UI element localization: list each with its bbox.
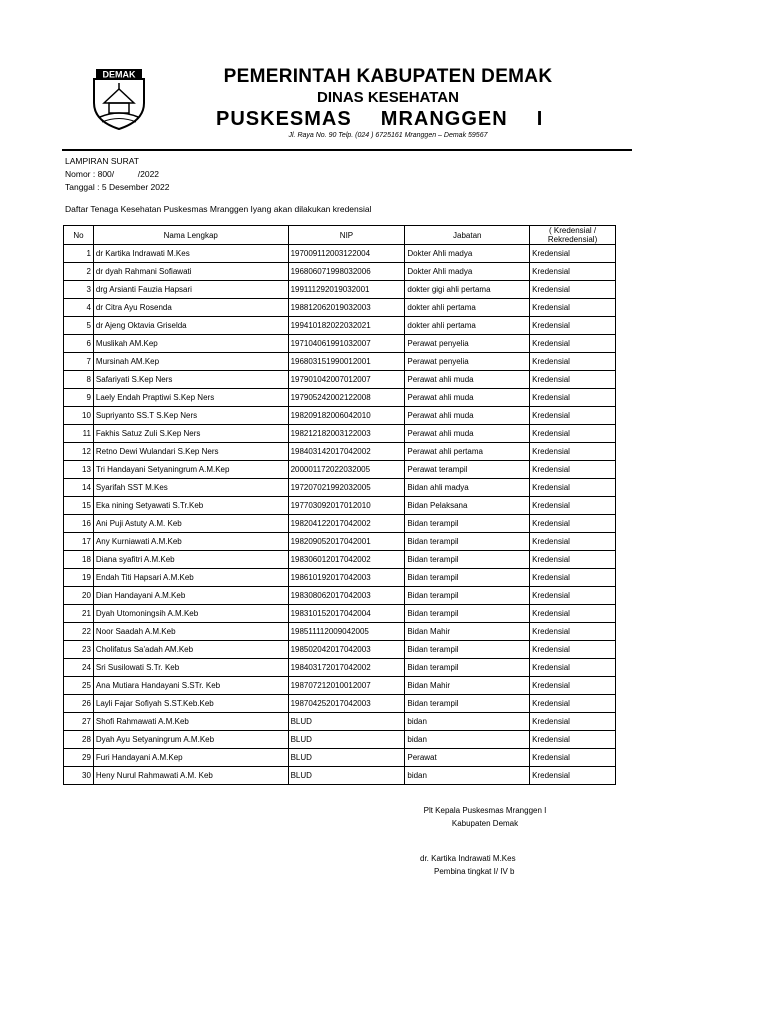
cell-nip: 198212182003122003 bbox=[288, 425, 405, 443]
cell-nip: 197901042007012007 bbox=[288, 371, 405, 389]
table-row bbox=[64, 281, 616, 299]
table-row bbox=[64, 245, 616, 263]
cell-position: Perawat ahli muda bbox=[405, 425, 530, 443]
cell-nip: 198403142017042002 bbox=[288, 443, 405, 461]
table-row bbox=[64, 335, 616, 353]
table-row bbox=[64, 389, 616, 407]
cell-credential: Kredensial bbox=[530, 479, 616, 497]
cell-credential: Kredensial bbox=[530, 389, 616, 407]
cell-name: Ana Mutiara Handayani S.STr. Keb bbox=[93, 677, 288, 695]
cell-name: Ani Puji Astuty A.M. Keb bbox=[93, 515, 288, 533]
cell-name: Diana syafitri A.M.Keb bbox=[93, 551, 288, 569]
cell-credential: Kredensial bbox=[530, 551, 616, 569]
table-row bbox=[64, 695, 616, 713]
cell-no: 17 bbox=[64, 533, 94, 551]
cell-name: Retno Dewi Wulandari S.Kep Ners bbox=[93, 443, 288, 461]
signature-region: Kabupaten Demak bbox=[451, 819, 519, 828]
col-header-credential-line2: Rekredensial) bbox=[547, 235, 598, 244]
table-row bbox=[64, 533, 616, 551]
cell-no: 22 bbox=[64, 623, 94, 641]
cell-position: bidan bbox=[405, 731, 530, 749]
cell-position: Perawat ahli muda bbox=[405, 371, 530, 389]
cell-no: 13 bbox=[64, 461, 94, 479]
table-row bbox=[64, 713, 616, 731]
table-row bbox=[64, 659, 616, 677]
table-row bbox=[64, 551, 616, 569]
cell-no: 26 bbox=[64, 695, 94, 713]
cell-name: Noor Saadah A.M.Keb bbox=[93, 623, 288, 641]
cell-nip: BLUD bbox=[288, 731, 405, 749]
cell-nip: BLUD bbox=[288, 749, 405, 767]
cell-no: 16 bbox=[64, 515, 94, 533]
cell-name: Any Kurniawati A.M.Keb bbox=[93, 533, 288, 551]
cell-nip: 197207021992032005 bbox=[288, 479, 405, 497]
cell-credential: Kredensial bbox=[530, 299, 616, 317]
cell-nip: 198610192017042003 bbox=[288, 569, 405, 587]
col-header-name: Nama Lengkap bbox=[93, 226, 288, 245]
cell-no: 6 bbox=[64, 335, 94, 353]
cell-credential: Kredensial bbox=[530, 713, 616, 731]
cell-nip: 198306012017042002 bbox=[288, 551, 405, 569]
cell-position: Perawat bbox=[405, 749, 530, 767]
col-header-position: Jabatan bbox=[405, 226, 530, 245]
cell-nip: 198403172017042002 bbox=[288, 659, 405, 677]
cell-credential: Kredensial bbox=[530, 659, 616, 677]
cell-name: Supriyanto SS.T S.Kep Ners bbox=[93, 407, 288, 425]
cell-name: Shofi Rahmawati A.M.Keb bbox=[93, 713, 288, 731]
cell-no: 21 bbox=[64, 605, 94, 623]
cell-name: Laely Endah Praptiwi S.Kep Ners bbox=[93, 389, 288, 407]
table-row bbox=[64, 677, 616, 695]
cell-name: Layli Fajar Sofiyah S.ST.Keb.Keb bbox=[93, 695, 288, 713]
cell-nip: 199111292019032001 bbox=[288, 281, 405, 299]
cell-no: 30 bbox=[64, 767, 94, 785]
cell-no: 27 bbox=[64, 713, 94, 731]
cell-nip: 197104061991032007 bbox=[288, 335, 405, 353]
cell-position: dokter ahli pertama bbox=[405, 299, 530, 317]
cell-name: drg Arsianti Fauzia Hapsari bbox=[93, 281, 288, 299]
signature-title: Plt Kepala Puskesmas Mranggen I bbox=[423, 806, 547, 815]
table-row bbox=[64, 497, 616, 515]
cell-credential: Kredensial bbox=[530, 749, 616, 767]
table-header-row bbox=[64, 226, 616, 245]
table-row bbox=[64, 317, 616, 335]
cell-nip: 198209052017042001 bbox=[288, 533, 405, 551]
table-row bbox=[64, 443, 616, 461]
table-row bbox=[64, 263, 616, 281]
letter-number: Nomor : 800/ /2022 bbox=[65, 169, 160, 179]
cell-no: 3 bbox=[64, 281, 94, 299]
cell-nip: 198204122017042002 bbox=[288, 515, 405, 533]
cell-nip: 198707212010012007 bbox=[288, 677, 405, 695]
header-divider bbox=[62, 149, 632, 151]
signatory-name: dr. Kartika Indrawati M.Kes bbox=[420, 854, 516, 863]
cell-credential: Kredensial bbox=[530, 767, 616, 785]
cell-name: dr Ajeng Oktavia Griselda bbox=[93, 317, 288, 335]
intro-text: Daftar Tenaga Kesehatan Puskesmas Mranggen Iyang akan dilakukan kredensial bbox=[65, 204, 372, 214]
cell-name: Fakhis Satuz Zuli S.Kep Ners bbox=[93, 425, 288, 443]
cell-position: Perawat penyelia bbox=[405, 335, 530, 353]
cell-no: 9 bbox=[64, 389, 94, 407]
cell-name: dr Citra Ayu Rosenda bbox=[93, 299, 288, 317]
header-government-title: PEMERINTAH KABUPATEN DEMAK bbox=[223, 66, 553, 87]
table-row bbox=[64, 623, 616, 641]
cell-credential: Kredensial bbox=[530, 371, 616, 389]
cell-name: Sri Susilowati S.Tr. Keb bbox=[93, 659, 288, 677]
cell-nip: 196803151990012001 bbox=[288, 353, 405, 371]
cell-credential: Kredensial bbox=[530, 317, 616, 335]
header-address: Jl. Raya No. 90 Telp. (024 ) 6725161 Mranggen – Demak 59567 bbox=[288, 132, 488, 139]
cell-no: 1 bbox=[64, 245, 94, 263]
cell-credential: Kredensial bbox=[530, 461, 616, 479]
col-header-credential bbox=[530, 226, 616, 245]
table-row bbox=[64, 515, 616, 533]
cell-credential: Kredensial bbox=[530, 605, 616, 623]
cell-nip: 198308062017042003 bbox=[288, 587, 405, 605]
cell-position: Bidan terampil bbox=[405, 533, 530, 551]
cell-name: Muslikah AM.Kep bbox=[93, 335, 288, 353]
table-row bbox=[64, 425, 616, 443]
col-header-nip: NIP bbox=[288, 226, 405, 245]
cell-position: Dokter Ahli madya bbox=[405, 245, 530, 263]
table-row bbox=[64, 299, 616, 317]
cell-no: 19 bbox=[64, 569, 94, 587]
cell-nip: 197703092017012010 bbox=[288, 497, 405, 515]
cell-no: 15 bbox=[64, 497, 94, 515]
table-row bbox=[64, 569, 616, 587]
cell-no: 12 bbox=[64, 443, 94, 461]
cell-credential: Kredensial bbox=[530, 677, 616, 695]
table-row bbox=[64, 371, 616, 389]
cell-name: Dyah Utomoningsih A.M.Keb bbox=[93, 605, 288, 623]
cell-no: 23 bbox=[64, 641, 94, 659]
cell-position: Bidan terampil bbox=[405, 659, 530, 677]
cell-credential: Kredensial bbox=[530, 335, 616, 353]
cell-name: dr Kartika Indrawati M.Kes bbox=[93, 245, 288, 263]
cell-no: 18 bbox=[64, 551, 94, 569]
cell-position: Dokter Ahli madya bbox=[405, 263, 530, 281]
cell-nip: 200001172022032005 bbox=[288, 461, 405, 479]
cell-nip: 198310152017042004 bbox=[288, 605, 405, 623]
cell-nip: 198511112009042005 bbox=[288, 623, 405, 641]
cell-no: 29 bbox=[64, 749, 94, 767]
cell-position: Perawat penyelia bbox=[405, 353, 530, 371]
cell-credential: Kredensial bbox=[530, 623, 616, 641]
table-row bbox=[64, 767, 616, 785]
cell-no: 5 bbox=[64, 317, 94, 335]
logo-text: DEMAK bbox=[102, 69, 136, 80]
cell-name: Tri Handayani Setyaningrum A.M.Kep bbox=[93, 461, 288, 479]
cell-name: dr dyah Rahmani Sofiawati bbox=[93, 263, 288, 281]
cell-credential: Kredensial bbox=[530, 641, 616, 659]
cell-no: 7 bbox=[64, 353, 94, 371]
signatory-block bbox=[420, 852, 516, 878]
cell-credential: Kredensial bbox=[530, 353, 616, 371]
demak-regency-logo bbox=[88, 67, 150, 131]
header-puskesmas-title: PUSKESMAS MRANGGEN I bbox=[216, 108, 544, 130]
cell-position: Bidan Mahir bbox=[405, 623, 530, 641]
cell-position: Bidan ahli madya bbox=[405, 479, 530, 497]
cell-nip: 198502042017042003 bbox=[288, 641, 405, 659]
cell-name: Dyah Ayu Setyaningrum A.M.Keb bbox=[93, 731, 288, 749]
cell-nip: 198812062019032003 bbox=[288, 299, 405, 317]
cell-no: 8 bbox=[64, 371, 94, 389]
cell-nip: BLUD bbox=[288, 713, 405, 731]
cell-no: 4 bbox=[64, 299, 94, 317]
cell-position: Perawat terampil bbox=[405, 461, 530, 479]
cell-no: 24 bbox=[64, 659, 94, 677]
cell-credential: Kredensial bbox=[530, 515, 616, 533]
cell-name: Safariyati S.Kep Ners bbox=[93, 371, 288, 389]
signature-block bbox=[380, 804, 590, 830]
cell-position: Bidan terampil bbox=[405, 641, 530, 659]
table-row bbox=[64, 641, 616, 659]
cell-credential: Kredensial bbox=[530, 695, 616, 713]
cell-credential: Kredensial bbox=[530, 281, 616, 299]
signatory-rank: Pembina tingkat I/ IV b bbox=[434, 867, 515, 876]
cell-position: Bidan terampil bbox=[405, 569, 530, 587]
cell-credential: Kredensial bbox=[530, 443, 616, 461]
table-row bbox=[64, 461, 616, 479]
cell-credential: Kredensial bbox=[530, 425, 616, 443]
cell-position: dokter gigi ahli pertama bbox=[405, 281, 530, 299]
cell-no: 2 bbox=[64, 263, 94, 281]
cell-position: dokter ahli pertama bbox=[405, 317, 530, 335]
cell-name: Dian Handayani A.M.Keb bbox=[93, 587, 288, 605]
cell-no: 14 bbox=[64, 479, 94, 497]
cell-credential: Kredensial bbox=[530, 533, 616, 551]
letter-date: Tanggal : 5 Desember 2022 bbox=[65, 182, 170, 192]
table-row bbox=[64, 605, 616, 623]
cell-credential: Kredensial bbox=[530, 245, 616, 263]
cell-position: bidan bbox=[405, 713, 530, 731]
cell-name: Heny Nurul Rahmawati A.M. Keb bbox=[93, 767, 288, 785]
cell-no: 11 bbox=[64, 425, 94, 443]
cell-nip: 197009112003122004 bbox=[288, 245, 405, 263]
table-row bbox=[64, 749, 616, 767]
table-row bbox=[64, 731, 616, 749]
cell-position: Bidan terampil bbox=[405, 695, 530, 713]
cell-position: Bidan Mahir bbox=[405, 677, 530, 695]
cell-position: Perawat ahli pertama bbox=[405, 443, 530, 461]
col-header-credential-line1: ( Kredensial / bbox=[549, 226, 597, 235]
cell-no: 25 bbox=[64, 677, 94, 695]
cell-no: 10 bbox=[64, 407, 94, 425]
cell-name: Cholifatus Sa'adah AM.Keb bbox=[93, 641, 288, 659]
cell-name: Endah Titi Hapsari A.M.Keb bbox=[93, 569, 288, 587]
cell-credential: Kredensial bbox=[530, 407, 616, 425]
cell-credential: Kredensial bbox=[530, 587, 616, 605]
col-header-no: No bbox=[64, 226, 94, 245]
cell-no: 20 bbox=[64, 587, 94, 605]
cell-name: Eka nining Setyawati S.Tr.Keb bbox=[93, 497, 288, 515]
cell-position: Bidan terampil bbox=[405, 605, 530, 623]
header-department-title: DINAS KESEHATAN bbox=[317, 89, 459, 106]
lampiran-label: LAMPIRAN SURAT bbox=[65, 156, 139, 166]
table-row bbox=[64, 407, 616, 425]
cell-nip: 198209182006042010 bbox=[288, 407, 405, 425]
cell-nip: BLUD bbox=[288, 767, 405, 785]
cell-credential: Kredensial bbox=[530, 497, 616, 515]
cell-name: Mursinah AM.Kep bbox=[93, 353, 288, 371]
cell-no: 28 bbox=[64, 731, 94, 749]
cell-position: Bidan terampil bbox=[405, 515, 530, 533]
cell-nip: 198704252017042003 bbox=[288, 695, 405, 713]
cell-position: Bidan Pelaksana bbox=[405, 497, 530, 515]
letter-meta bbox=[65, 155, 169, 194]
cell-position: bidan bbox=[405, 767, 530, 785]
cell-name: Syarifah SST M.Kes bbox=[93, 479, 288, 497]
cell-position: Perawat ahli muda bbox=[405, 407, 530, 425]
cell-nip: 197905242002122008 bbox=[288, 389, 405, 407]
cell-position: Bidan terampil bbox=[405, 587, 530, 605]
table-row bbox=[64, 587, 616, 605]
cell-name: Furi Handayani A.M.Kep bbox=[93, 749, 288, 767]
cell-nip: 199410182022032021 bbox=[288, 317, 405, 335]
table-row bbox=[64, 353, 616, 371]
cell-credential: Kredensial bbox=[530, 731, 616, 749]
cell-position: Perawat ahli muda bbox=[405, 389, 530, 407]
table-row bbox=[64, 479, 616, 497]
cell-position: Bidan terampil bbox=[405, 551, 530, 569]
cell-nip: 196806071998032006 bbox=[288, 263, 405, 281]
cell-credential: Kredensial bbox=[530, 263, 616, 281]
staff-credential-table bbox=[63, 225, 616, 785]
cell-credential: Kredensial bbox=[530, 569, 616, 587]
